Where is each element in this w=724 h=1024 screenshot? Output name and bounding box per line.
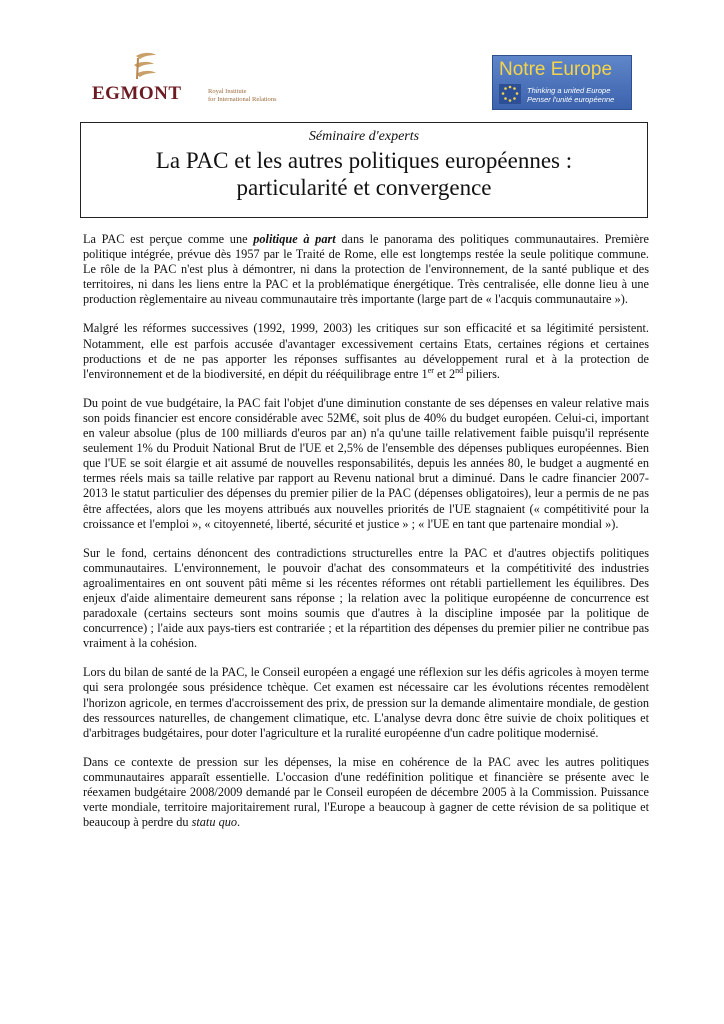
paragraph-1: La PAC est perçue comme une politique à part dans le panorama des politiques communautaires. Première politique intégrée, prévue dès 1957 par le Traité de Rome, elle est longtemps restée la seule politique commune. Le rôle de la PAC n'est plus à démontrer, ni dans la protection de l'environnement, de la santé publique et des territoires, ni dans les liens entre la PAC et la problématique énergétique. Très centralisée, elle donne lieu à une production règlementaire au niveau communautaire très importante (large part de « l'acquis communautaire »). [83,232,649,307]
paragraph-3: Du point de vue budgétaire, la PAC fait l'objet d'une diminution constante de ses dépenses en valeur relative mais son poids financier est encore considérable avec 52M€, soit plus de 40% du budget européen. Celui-ci, important en valeur absolue (plus de 100 milliards d'euros par an) n'a qu'une taille relativement faible puisqu'il représente seulement 1% du Produit National Brut de l'UE et 2,5% de l'ensemble des dépenses publiques européennes. Bien que l'UE se soit élargie et ait assumé de nouvelles responsabilités, depuis les années 80, le budget a augmenté en termes réels mais sa taille relative par rapport au Revenu national brut a diminué. Dans le cadre financier 2007-2013 le statut particulier des dépenses du premier pilier de la PAC (dépenses obligatoires), leur a permis de ne pas être affectées, alors que les moyens attribués aux nouvelles priorités de l'UE stagnaient (« compétitivité pour la croissance et l'emploi », « citoyenneté, liberté, sécurité et justice » ; « l'UE en tant que partenaire mondial »). [83,395,649,531]
egmont-wordmark: EGMONT [92,83,182,104]
eu-stars-icon [499,84,521,104]
title-box [80,122,648,218]
paragraph-2: Malgré les réformes successives (1992, 1999, 2003) les critiques sur son efficacité et sa légitimité persistent. Notamment, elle est parfois accusée d'avantager excessivement certains Etats, certaines régions et certaines productions et de ne pas apporter les réponses suffisantes au développement rural et à la protection de l'environnement et de la biodiversité, en dépit du rééquilibrage entre 1er et 2nd piliers. [83,321,649,381]
egmont-logo [92,52,292,106]
emphasis-politique-a-part: politique à part [253,232,336,246]
paragraph-6: Dans ce contexte de pression sur les dépenses, la mise en cohérence de la PAC avec les autres politiques communautaires apparaît essentielle. L'occasion d'une redéfinition politique et financière se présente avec le réexamen budgétaire 2008/2009 demandé par le Conseil européen de décembre 2005 à la Commission. Puissance verte mondiale, territoire majoritairement rural, l'Europe a beaucoup à gagner de cette révision de sa politique et beaucoup à perdre du statu quo. [83,754,649,830]
notre-europe-logo [492,55,632,110]
paragraph-4: Sur le fond, certains dénoncent des contradictions structurelles entre la PAC et d'autres objectifs politiques communautaires. L'environnement, le pouvoir d'achat des consommateurs et la compétitivité des industries agroalimentaires en ont souvent pâti même si les récentes réformes ont rétabli partiellement les équilibres. Des enjeux d'aide alimentaire demeurent sans réponse ; la relation avec la politique européenne de concurrence est paradoxale (certains secteurs sont moins soumis que d'autres à la discipline imposée par la politique de concurrence) ; l'aide aux pays-tiers est contrariée ; et la répartition des dépenses du premier pilier ne contribue pas vraiment à la cohésion. [83,545,649,651]
paragraph-5: Lors du bilan de santé de la PAC, le Conseil européen a engagé une réflexion sur les défis agricoles à moyen terme qui sera prolongée sous présidence tchèque. Cet examen est nécessaire car les évolutions récentes remodèlent l'horizon agricole, en termes d'accroissement des prix, de pression sur la demande alimentaire mondiale, de gestion des ressources naturelles, de changement climatique, etc. L'analyse devra donc être suivie de choix politiques et d'arbitrages budgétaires, pour doter l'agriculture et la ruralité européenne d'un cadre politique modernisé. [83,665,649,740]
seminar-label: Séminaire d'experts [308,129,420,144]
egmont-subtitle: Royal Institute for International Relations [208,88,277,103]
document-body [83,232,649,844]
emphasis-statu-quo: statu quo [191,815,238,830]
notre-europe-wordmark: Notre Europe [499,59,613,80]
notre-europe-tagline: Thinking a united Europe Penser l'unité européenne [527,86,615,104]
egmont-emblem-icon [128,52,162,84]
document-title: La PAC et les autres politiques européennes : particularité et convergence [155,148,573,200]
